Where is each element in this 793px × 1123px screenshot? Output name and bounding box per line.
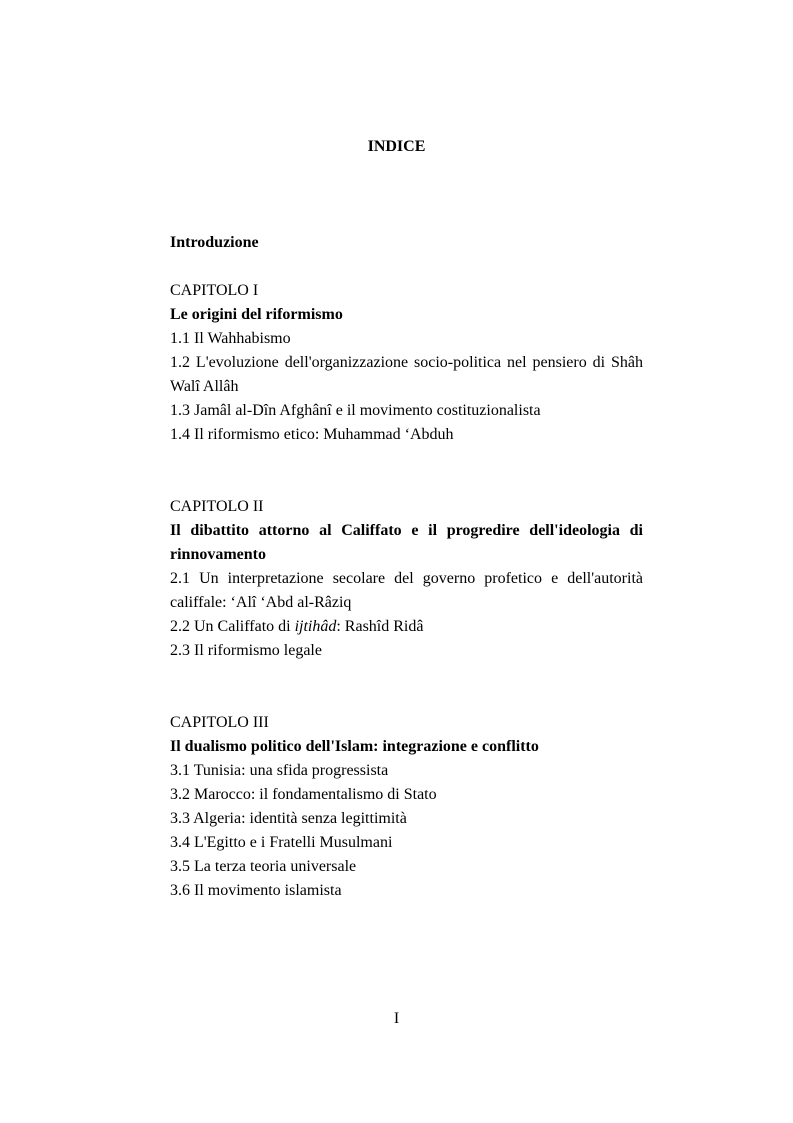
section-entry: 1.3 Jamâl al-Dîn Afghânî e il movimento costituzionalista [170, 402, 541, 419]
chapter-label: CAPITOLO III [170, 714, 269, 731]
section-entry: 3.5 La terza teoria universale [170, 858, 357, 875]
chapter-title: Il dibattito attorno al Califfato e il progredire dell'ideologia di rinnovamento [170, 522, 643, 563]
section-entry [170, 615, 643, 639]
chapter-title: Le origini del riformismo [170, 306, 343, 323]
section-entry: 3.4 L'Egitto e i Fratelli Musulmani [170, 834, 393, 851]
section-entry: 3.2 Marocco: il fondamentalismo di Stato [170, 786, 437, 803]
page-title: INDICE [367, 138, 426, 155]
table-of-contents [170, 231, 643, 903]
section-text: 2.2 Un Califfato di [170, 618, 295, 635]
section-italic-term: ijtihâd [294, 618, 337, 635]
section-text: : Rashîd Ridâ [336, 618, 424, 635]
section-entry: 3.3 Algeria: identità senza legittimità [170, 810, 407, 827]
section-entry: 1.2 L'evoluzione dell'organizzazione socio-politica nel pensiero di Shâh Walî Allâh [170, 354, 643, 395]
chapter-1 [170, 279, 643, 447]
section-entry: 2.1 Un interpretazione secolare del governo profetico e dell'autorità califfale: ‘Alî ‘Abd al-Râziq [170, 570, 643, 611]
chapter-3 [170, 711, 643, 903]
section-entry: 3.6 Il movimento islamista [170, 882, 342, 899]
chapter-label: CAPITOLO I [170, 282, 259, 299]
section-entry: 1.1 Il Wahhabismo [170, 330, 291, 347]
intro-entry: Introduzione [170, 234, 259, 251]
chapter-label: CAPITOLO II [170, 498, 264, 515]
section-entry: 2.3 Il riformismo legale [170, 642, 322, 659]
section-entry: 3.1 Tunisia: una sfida progressista [170, 762, 389, 779]
chapter-2 [170, 495, 643, 663]
page-number: I [393, 1010, 400, 1027]
chapter-title: Il dualismo politico dell'Islam: integrazione e conflitto [170, 738, 539, 755]
section-entry: 1.4 Il riformismo etico: Muhammad ‘Abduh [170, 426, 454, 443]
